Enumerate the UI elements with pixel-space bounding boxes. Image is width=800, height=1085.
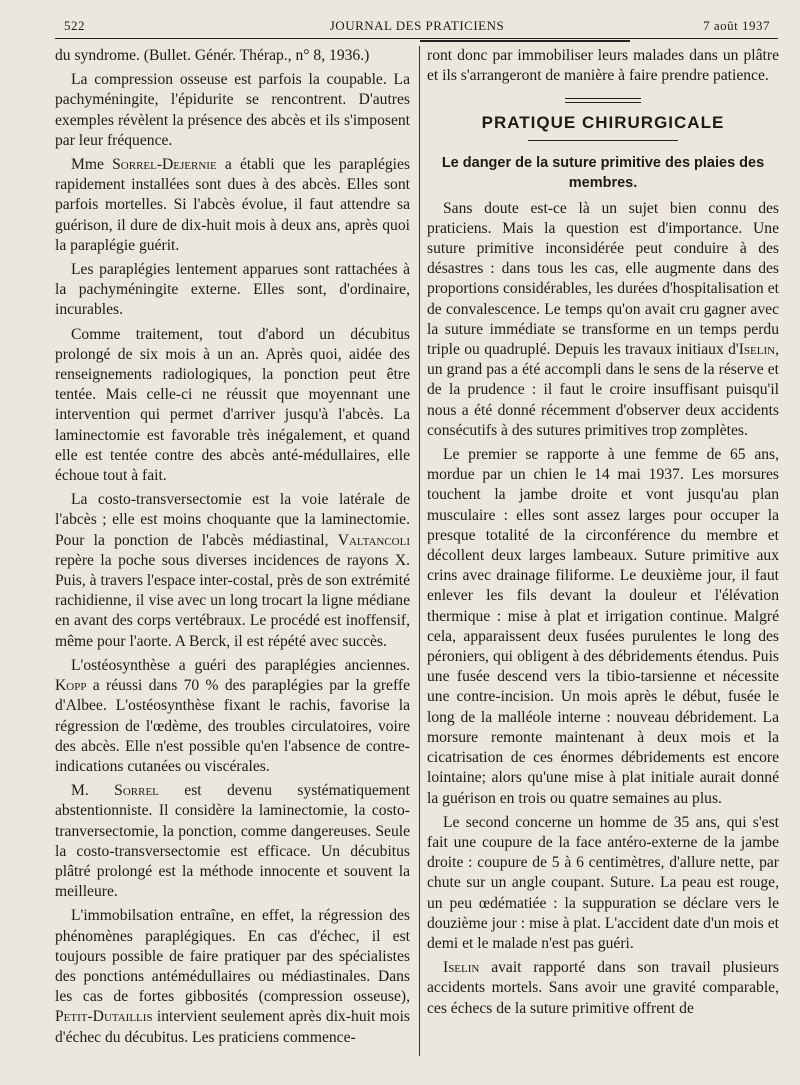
header-rule xyxy=(55,38,778,39)
paragraph: Comme traitement, tout d'abord un décubitus prolongé de six mois à un an. Après quoi, aidée des renseignements radiologiques, la ponction peut être tentée. Mais celle-ci ne réussit que moyennant une intervention qui permet d'arriver jusqu'à l'abcès. La laminectomie est favorable très inégalement, et quand elle est tentée contre des abcès anté-médullaires, elle échoue tout à fait. xyxy=(55,325,410,485)
paragraph: du syndrome. (Bullet. Génér. Thérap., n° 8, 1936.) xyxy=(55,47,370,64)
section-title: PRATIQUE CHIRURGICALE xyxy=(481,113,725,133)
left-column xyxy=(55,46,410,1052)
paragraph xyxy=(55,155,410,256)
author-name: Iselin xyxy=(738,341,776,359)
paragraph xyxy=(55,906,410,1047)
paragraph: Les paraplégies lentement apparues sont rattachées à la pachyméningite externe. Elles sont, d'ordinaire, incurables. xyxy=(55,261,410,319)
section-separator xyxy=(565,98,641,103)
text-run: repère la poche sous diverses incidences de rayons X. Puis, à travers l'espace inter-costal, près de son extrémité rachidienne, il vise avec un long trocart la ligne médiane en avant des corps vertébraux. Le procédé est inoffensif, même pour l'aorte. A Berck, il est répété avec succès. xyxy=(55,551,410,650)
header-rule-accent xyxy=(420,40,630,42)
paragraph: Le second concerne un homme de 35 ans, qui s'est fait une coupure de la face antéro-externe de la jambe droite : coupure de 5 à 6 centimètres, d'allure nette, par chute sur un angle coupant. Suture. La peau est rouge, un peu œdématiée : la suppuration se déclare vers le douzième jour : mise à plat. L'accident date d'un mois et demi et le malade n'est pas guéri. xyxy=(427,813,779,952)
section-rule xyxy=(528,140,678,141)
author-name: Kopp xyxy=(55,677,87,695)
text-run: La costo-transversectomie est la voie latérale de l'abcès ; elle est moins choquante que la laminectomie. Pour la ponction de l'abcès médiastinal, xyxy=(55,491,410,549)
paragraph xyxy=(55,656,410,777)
paragraph xyxy=(427,958,779,1019)
text-run: a établi que les paraplégies rapidement installées sont dues à des abcès. Elles sont parfois mortelles. Si l'abcès évolue, il faut attendre sa guérison, il dure de dix-huit mois à deux ans, après quoi la paraplégie guérit. xyxy=(55,156,410,254)
author-name: Petit-Dutaillis xyxy=(55,1008,153,1026)
text-run: L'ostéosynthèse a guéri des paraplégies anciennes. xyxy=(71,656,410,674)
text-run: a réussi dans 70 % des paraplégies par la greffe d'Albee. L'ostéosynthèse fixant le rachis, favorise la régression de l'œdème, des troubles circulatoires, voire des abcès. Elle n'est possible qu'en l'absence de contre-indications cutanées ou viscérales. xyxy=(55,677,410,775)
author-name: Valtancoli xyxy=(337,531,410,549)
paragraph: Le premier se rapporte à une femme de 65 ans, mordue par un chien le 14 mai 1937. Les morsures touchent la jambe droite et vont jusqu'au plan musculaire : elles sont assez larges pour occuper la presque totalité de la circonférence du membre et décollent deux larges lambeaux. Suture primitive aux crins avec drainage filiforme. Le deuxième jour, il faut enlever les fils devant la douleur et l'élévation thermique : mise à plat et irrigation continue. Malgré cela, apparaissent deux fusées purulentes le long des péroniers, qui obligent à des débridements étendus. Puis une fusée descend vers la tibio-tarsienne et nécessite une contre-incision. Un mois après le début, fusée le long de la malléole interne : nouveau débridement. La morsure remonte maintenant à deux mois et la cicatrisation de ces énormes débridements est encore lointaine; alors qu'une mise à plat initiale aurait donné la guérison en trois ou quatre semaines au plus. xyxy=(427,446,779,807)
text-run: Sans doute est-ce là un sujet bien connu des praticiens. Mais la question est d'importance. Une suture primitive inconsidérée peut conduire à des désastres : dans tous les cas, elle augmente dans des proportions considérables, les durées d'hospitalisation et de convalescence. Le temps qu'on avait cru gagner avec la suture immédiate se transforme en un temps perdu triple ou quadruplé. Depuis les travaux initiaux d' xyxy=(427,199,779,359)
issue-date: 7 août 1937 xyxy=(703,18,770,33)
author-name: Sorrel xyxy=(114,782,159,800)
paragraph xyxy=(55,781,410,902)
text-run: L'immobilsation entraîne, en effet, la régression des phénomènes paraplégiques. En cas d'échec, il est toujours possible de faire pratiquer par des spécialistes des ponctions antémédullaires ou médiastinales. Dans les cas de fortes gibbosités (compression osseuse), xyxy=(55,907,410,1006)
text-run: Mme xyxy=(71,156,113,174)
paragraph: ront donc par immobiliser leurs malades dans un plâtre et ils s'arrangeront de manière à faire prendre patience. xyxy=(427,47,779,85)
journal-title: JOURNAL DES PRATICIENS xyxy=(329,18,505,33)
text-run: , un grand pas a été accompli dans le sens de la réserve et de la prudence : il faut le croire insuffisant puisqu'il nous a été donné récemment d'observer deux accidents consécutifs à des sutures primitives trop zomplètes. xyxy=(427,341,779,439)
author-name: Sorrel-Dejernie xyxy=(112,156,217,174)
text-run: intervient seulement après dix-huit mois d'échec du décubitus. Les praticiens commence- xyxy=(55,1008,410,1046)
text-run: avait rapporté dans son travail plusieurs accidents mortels. Sans avoir une gravité comparable, ces échecs de la suture primitive offrent de xyxy=(427,959,779,1017)
article-title: Le danger de la suture primitive des plaies des membres. xyxy=(441,154,765,191)
paragraph: La compression osseuse est parfois la coupable. La pachyméningite, l'épidurite se rencontrent. D'autres exemples révèlent la présence des abcès et ils s'imposent par leur fréquence. xyxy=(55,71,410,149)
paragraph xyxy=(427,199,779,441)
page-header xyxy=(64,18,770,36)
right-column xyxy=(427,46,779,1023)
page-number: 522 xyxy=(64,18,85,33)
text-run: M. xyxy=(71,782,115,800)
text-run: est devenu systématiquement abstentionniste. Il considère la laminectomie, la costo-tranversectomie, la ponction, comme dangereuses. Seule la costo-transversectomie est efficace. Un décubitus plâtré prolongé est la méthode innocente et souvent la meilleure. xyxy=(55,782,410,901)
column-divider xyxy=(419,46,420,1056)
paragraph xyxy=(55,490,410,652)
author-name: Iselin xyxy=(443,959,480,977)
